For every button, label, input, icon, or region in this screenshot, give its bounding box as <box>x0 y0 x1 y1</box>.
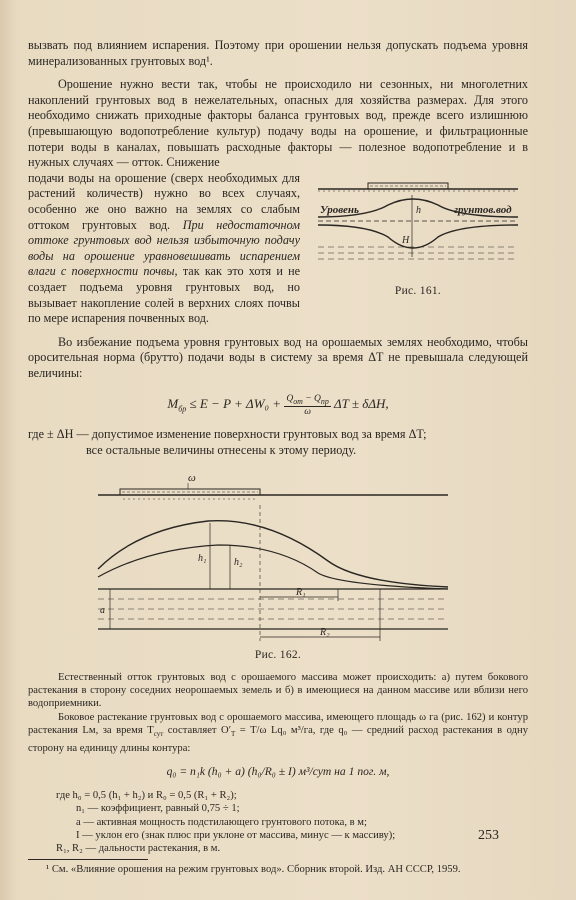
formula-fraction: $\frac{Q_{от} - Q_{пр}}{\omega}$ <box>286 393 329 418</box>
paragraph-irrigation <box>28 77 528 171</box>
paragraph-norm: Во избежание подъема уровня грунтовых вод на орошаемых землях необходимо, чтобы оросительная норма (брутто) подачи воды в систему за время ΔT не превышала следующей величины: <box>28 334 528 380</box>
legend-line: где h₀ = 0,5 (h₁ + h₂) и R₀ = 0,5 (R₁ + R₂); <box>56 790 237 802</box>
figure-162-drawing <box>28 465 528 645</box>
fig162-R2-label: R₂ <box>320 626 330 638</box>
figure-162-caption: Рис. 162. <box>254 648 302 661</box>
fig162-h1-label: h₁ <box>198 552 207 564</box>
figure-161 <box>308 173 528 313</box>
footnote-rule <box>28 859 148 860</box>
legend-line: R₁, R₂ — дальности растекания, в м. <box>56 843 221 855</box>
wrap-text-a: подачи воды на орошение (сверх необходимых для растений количеств) нужно во всех случаях, особенно же оно важно на землях со слабым оттоком грунтовых вод. <box>28 170 300 232</box>
paragraph-where: где ± ΔH — допустимое изменение поверхности грунтовых вод за время ΔT; <box>28 427 427 442</box>
figure-161-drawing <box>308 173 528 283</box>
paragraph-irrigation-text: Орошение нужно вести так, чтобы не происходило ни сезонных, ни многолетних накоплений грунтовых вод в нежелательных, опасных для хозяйства размерах. Для этого необходимо снижать приходные факторы баланса грунтовых вод, прежде всего излишнюю (превышающую водопотребление культур) подачу воды на орошение, и фильтрационные потери воды в каналах, повышать расходные факторы — полезное водопотребление и в нужных случаях — отток. Снижение <box>28 77 528 170</box>
fig161-h-label: h <box>416 204 421 216</box>
paragraph-outflow: Естественный отток грунтовых вод с орошаемого массива может происходить: а) путем бокового растекания в сторону соседних неорошаемых земель и б) в имеющиеся на данном массиве или вблизи него водоприемники. <box>28 671 528 710</box>
formula-q0: q₀ = n₁k (h₀ + a) (h₀/R₀ ± I) м³/сут на 1 пог. м, <box>166 765 390 779</box>
formula-mbr: $M_{бр} \le E - P + \Delta W_0$ + $\frac{Q_{от} - Q_{пр}}{\omega}$ ΔT ± δΔH, <box>167 393 389 418</box>
fig162-omega-label: ω <box>188 471 196 484</box>
fig161-groundwater-label: грунтов.вод <box>454 203 512 216</box>
paragraph-where-2: все остальные величины отнесены к этому периоду. <box>86 443 357 458</box>
paragraph-lateral: Боковое растекание грунтовых вод с орошаемого массива, имеющего площадь ω га (рис. 162) и контур растекания Lм, за время $T_{сут}$ составляет $O'_T = T/\omega$ Lq₀ м³/га, где q₀ — средний расход растекания в одну сторону на единицу длины контура: <box>28 711 528 754</box>
legend-line: I — уклон его (знак плюс при уклоне от массива, минус — к массиву); <box>76 829 396 841</box>
legend-line: n₁ — коэффициент, равный 0,75 ÷ 1; <box>76 803 240 815</box>
wrap-text-b: так как это хотя и не создает подъема уровня грунтовых вод, но вызывает накопление солей в верхних слоях почвы по мере испарения почвенных вод. <box>28 264 300 326</box>
formula-legend <box>28 789 528 855</box>
page-number: 253 <box>478 828 499 843</box>
legend-line: a — активная мощность подстилающего грунтового потока, в м; <box>76 816 367 828</box>
fig162-R1-label: R₁ <box>296 586 306 598</box>
figure-161-caption: Рис. 161. <box>394 284 442 297</box>
wrap-text-italic: При недостаточном оттоке грунтовых вод нельзя избыточную подачу воды на орошение уравновешивать испарением влаги с поверхности почвы, <box>28 217 301 279</box>
paragraph-continuation: вызвать под влиянием испарения. Поэтому при орошении нельзя допускать подъема уровня минерализованных грунтовых вод¹. <box>28 38 528 68</box>
fig161-level-label: Уровень <box>320 203 360 216</box>
wrap-block <box>28 171 528 327</box>
fig162-a-label: a <box>100 604 105 616</box>
footnote: ¹ См. «Влияние орошения на режим грунтовых вод». Сборник второй. Изд. АН СССР, 1959. <box>46 864 461 876</box>
figure-162 <box>28 465 528 661</box>
fig161-H-label: H <box>402 234 410 246</box>
fig162-h2-label: h₂ <box>234 556 243 568</box>
